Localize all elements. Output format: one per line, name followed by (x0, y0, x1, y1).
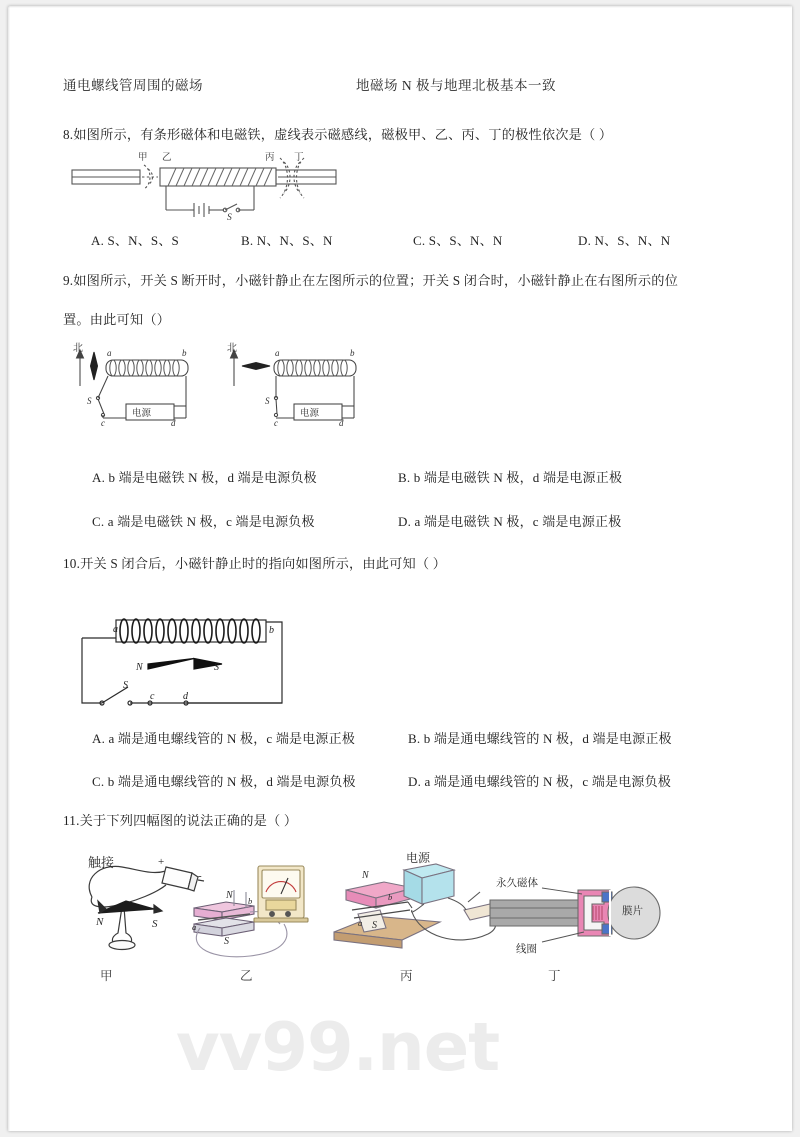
figure-10-terminal-a: a (113, 624, 118, 635)
figure-11-jia-s: S (152, 918, 158, 930)
question-8-option-b: B. N、N、S、N (241, 233, 333, 248)
figure-9-right-terminal-d: d (339, 418, 344, 428)
document-page (8, 6, 792, 1131)
figure-11-ding-coil-label: 线圈 (516, 944, 537, 955)
figure-11-bing-b: b (388, 892, 393, 902)
figure-10-needle-s: S (214, 662, 219, 673)
figure-9-left-switch: S (87, 396, 92, 406)
figure-9-left-terminal-b: b (182, 348, 187, 358)
figure-10-terminal-b: b (269, 625, 274, 636)
figure-10-needle-n: N (136, 662, 143, 673)
figure-11-bing-s: S (372, 920, 377, 931)
figure-11-ding-permanent-magnet-label: 永久磁体 (496, 878, 538, 889)
figure-9-right-switch: S (265, 396, 270, 406)
figure-10-terminal-c: c (150, 691, 155, 702)
figure-8-label-switch: S (227, 213, 232, 223)
question-10-option-b: B. b 端是通电螺线管的 N 极，d 端是电源正极 (408, 731, 672, 746)
figure-8-label-ding: 丁 (294, 153, 304, 163)
question-11-panel-ding (486, 864, 666, 964)
question-10-option-a: A. a 端是通电螺线管的 N 极，c 端是电源正极 (92, 731, 356, 746)
question-10-option-d: D. a 端是通电螺线管的 N 极，c 端是电源负极 (408, 774, 672, 789)
page-edge-top (8, 6, 792, 8)
page-inner (8, 6, 792, 1131)
figure-9-left-source-label: 电源 (132, 409, 152, 419)
question-11-stem: 11.关于下列四幅图的说法正确的是（ ） (63, 813, 298, 828)
figure-9-right-north: 北 (227, 343, 237, 354)
figure-11-bing-source-label: 电源 (406, 851, 431, 865)
page-edge-left (8, 6, 10, 1131)
question-11-caption-jia: 甲 (100, 969, 113, 983)
question-10-stem: 10.开关 S 闭合后，小磁针静止时的指向如图所示，由此可知（ ） (63, 556, 447, 571)
question-8-figure (68, 148, 313, 223)
header-note-left: 通电螺线管周围的磁场 (63, 78, 203, 93)
figure-11-bing-n: N (362, 870, 369, 881)
question-10-figure (70, 608, 320, 710)
question-8-stem: 8.如图所示，有条形磁体和电磁铁，虚线表示磁感线，磁极甲、乙、丙、丁的极性依次是（ ） (63, 127, 613, 142)
question-9-stem-line1: 9.如图所示，开关 S 断开时，小磁针静止在左图所示的位置；开关 S 闭合时，小磁针静止在右图所示的位 (63, 273, 679, 288)
question-11-panel-bing (328, 852, 503, 964)
question-9-option-a: A. b 端是电磁铁 N 极，d 端是电源负极 (92, 470, 317, 485)
figure-11-yi-n: N (226, 890, 233, 901)
figure-11-bing-a: a (358, 918, 363, 928)
question-9-option-b: B. b 端是电磁铁 N 极，d 端是电源正极 (398, 470, 623, 485)
figure-8-label-bing: 丙 (265, 153, 275, 163)
figure-8-label-yi: 乙 (162, 153, 172, 163)
figure-9-left-terminal-d: d (171, 418, 176, 428)
question-11-caption-bing: 丙 (400, 969, 413, 983)
figure-9-left-terminal-c: c (101, 418, 105, 428)
figure-11-ding-diaphragm-label: 膜片 (622, 906, 643, 917)
question-8-option-a: A. S、N、S、S (91, 233, 179, 248)
question-9-stem-line2: 置。由此可知（） (63, 312, 171, 327)
figure-11-yi-b: b (248, 896, 253, 906)
figure-11-yi-a: a (192, 922, 197, 932)
figure-9-right-terminal-a: a (275, 348, 280, 358)
figure-11-yi-s: S (224, 936, 229, 947)
figure-10-terminal-d: d (183, 691, 188, 702)
watermark: vv99.net (176, 1008, 500, 1086)
figure-11-jia-label-contact: 触接 (88, 855, 115, 870)
question-10-option-c: C. b 端是通电螺线管的 N 极，d 端是电源负极 (92, 774, 356, 789)
question-8-option-d: D. N、S、N、N (578, 233, 671, 248)
figure-10-switch: S (123, 680, 128, 691)
figure-11-jia-n: N (96, 916, 104, 928)
question-9-option-c: C. a 端是电磁铁 N 极，c 端是电源负极 (92, 514, 315, 529)
figure-9-right-terminal-c: c (274, 418, 278, 428)
question-9-figure-right (224, 342, 376, 428)
question-9-option-d: D. a 端是电磁铁 N 极，c 端是电源正极 (398, 514, 622, 529)
question-11-caption-ding: 丁 (548, 969, 561, 983)
question-9-figure-left (70, 342, 222, 428)
header-note-right: 地磁场 N 极与地理北极基本一致 (356, 78, 556, 93)
question-11-caption-yi: 乙 (240, 969, 253, 983)
figure-9-left-terminal-a: a (107, 348, 112, 358)
figure-9-right-terminal-b: b (350, 348, 355, 358)
figure-8-label-jia: 甲 (138, 153, 148, 163)
figure-9-left-north: 北 (73, 343, 83, 354)
figure-11-jia-plus: + (158, 856, 165, 868)
question-8-option-c: C. S、S、N、N (413, 233, 503, 248)
figure-9-right-source-label: 电源 (300, 409, 320, 419)
figure-11-jia-minus: - (198, 870, 202, 882)
